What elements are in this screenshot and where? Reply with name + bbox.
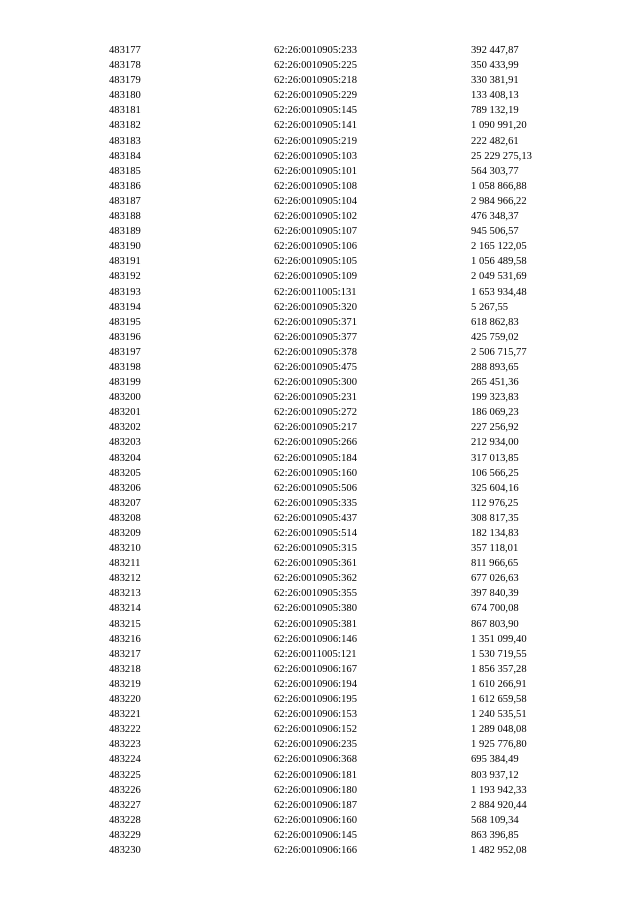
- cadastral-value-cell: 227 256,92: [471, 422, 519, 434]
- record-number-cell: 483228: [109, 814, 141, 826]
- record-number-cell: 483182: [109, 120, 141, 132]
- cadastral-number-cell: 62:26:0010905:107: [274, 226, 357, 238]
- cadastral-number-cell: 62:26:0010905:272: [274, 407, 357, 419]
- cadastral-number-cell: 62:26:0010906:194: [274, 678, 357, 690]
- table-row: [109, 722, 561, 737]
- cadastral-number-cell: 62:26:0010905:218: [274, 75, 357, 87]
- record-number-cell: 483213: [109, 588, 141, 600]
- record-number-cell: 483212: [109, 573, 141, 585]
- table-row: [109, 601, 561, 616]
- cadastral-value-cell: 476 348,37: [471, 211, 519, 223]
- cadastral-number-cell: 62:26:0010905:300: [274, 377, 357, 389]
- cadastral-value-cell: 186 069,23: [471, 407, 519, 419]
- table-row: [109, 617, 561, 632]
- record-number-cell: 483179: [109, 75, 141, 87]
- record-number-cell: 483220: [109, 694, 141, 706]
- cadastral-value-cell: 222 482,61: [471, 135, 519, 147]
- cadastral-value-cell: 1 240 535,51: [471, 709, 527, 721]
- table-row: [109, 164, 561, 179]
- cadastral-number-cell: 62:26:0010905:101: [274, 165, 357, 177]
- table-row: [109, 828, 561, 843]
- table-row: [109, 405, 561, 420]
- cadastral-value-cell: 425 759,02: [471, 331, 519, 343]
- cadastral-value-cell: 789 132,19: [471, 105, 519, 117]
- record-number-cell: 483200: [109, 392, 141, 404]
- record-number-cell: 483198: [109, 361, 141, 373]
- cadastral-number-cell: 62:26:0010905:437: [274, 512, 357, 524]
- cadastral-value-cell: 133 408,13: [471, 90, 519, 102]
- table-row: [109, 692, 561, 707]
- cadastral-number-cell: 62:26:0011005:131: [274, 286, 357, 298]
- cadastral-number-cell: 62:26:0010905:103: [274, 150, 357, 162]
- record-number-cell: 483187: [109, 195, 141, 207]
- cadastral-value-cell: 1 193 942,33: [471, 784, 527, 796]
- cadastral-number-cell: 62:26:0010906:145: [274, 829, 357, 841]
- cadastral-number-cell: 62:26:0010905:266: [274, 437, 357, 449]
- cadastral-number-cell: 62:26:0010906:167: [274, 663, 357, 675]
- table-row: [109, 254, 561, 269]
- table-row: [109, 843, 561, 858]
- record-number-cell: 483209: [109, 528, 141, 539]
- record-number-cell: 483180: [109, 90, 141, 102]
- table-row: [109, 571, 561, 586]
- record-number-cell: 483216: [109, 633, 141, 645]
- cadastral-number-cell: 62:26:0010905:380: [274, 603, 357, 615]
- table-row: [109, 345, 561, 360]
- table-row: [109, 315, 561, 330]
- record-number-cell: 483210: [109, 543, 141, 555]
- cadastral-number-cell: 62:26:0010905:108: [274, 180, 357, 192]
- record-number-cell: 483219: [109, 678, 141, 690]
- table-row: [109, 511, 561, 526]
- table-row: [109, 707, 561, 722]
- table-row: [109, 798, 561, 813]
- record-number-cell: 483197: [109, 346, 141, 358]
- cadastral-number-cell: 62:26:0010906:180: [274, 784, 357, 796]
- record-number-cell: 483185: [109, 165, 141, 177]
- cadastral-value-cell: 317 013,85: [471, 452, 519, 464]
- record-number-cell: 483217: [109, 648, 141, 660]
- cadastral-number-cell: 62:26:0010906:235: [274, 739, 357, 751]
- record-number-cell: 483199: [109, 377, 141, 389]
- table-row: [109, 360, 561, 375]
- cadastral-value-cell: 695 384,49: [471, 754, 519, 766]
- cadastral-number-cell: 62:26:0010905:377: [274, 331, 357, 343]
- record-number-cell: 483207: [109, 497, 141, 509]
- table-row: [109, 43, 561, 58]
- table-row: [109, 737, 561, 752]
- cadastral-value-cell: 677 026,63: [471, 573, 519, 585]
- record-number-cell: 483230: [109, 844, 141, 856]
- cadastral-value-cell: 325 604,16: [471, 482, 519, 494]
- cadastral-value-cell: 392 447,87: [471, 45, 519, 56]
- cadastral-number-cell: 62:26:0010906:187: [274, 799, 357, 811]
- table-row: [109, 239, 561, 254]
- table-row: [109, 647, 561, 662]
- record-number-cell: 483189: [109, 226, 141, 238]
- cadastral-number-cell: 62:26:0010905:378: [274, 346, 357, 358]
- cadastral-number-cell: 62:26:0010905:475: [274, 361, 357, 373]
- cadastral-value-cell: 265 451,36: [471, 377, 519, 389]
- cadastral-value-cell: 945 506,57: [471, 226, 519, 238]
- cadastral-value-cell: 1 653 934,48: [471, 286, 527, 298]
- cadastral-value-cell: 2 884 920,44: [471, 799, 527, 811]
- cadastral-number-cell: 62:26:0010905:141: [274, 120, 357, 132]
- cadastral-value-cell: 397 840,39: [471, 588, 519, 600]
- table-row: [109, 88, 561, 103]
- cadastral-number-cell: 62:26:0010905:506: [274, 482, 357, 494]
- table-row: [109, 179, 561, 194]
- cadastral-number-cell: 62:26:0010905:104: [274, 195, 357, 207]
- table-row: [109, 556, 561, 571]
- table-row: [109, 813, 561, 828]
- cadastral-value-cell: 2 165 122,05: [471, 241, 527, 253]
- table-row: [109, 586, 561, 601]
- cadastral-number-cell: 62:26:0011005:121: [274, 648, 357, 660]
- cadastral-value-cell: 1 856 357,28: [471, 663, 527, 675]
- record-number-cell: 483186: [109, 180, 141, 192]
- table-row: [109, 194, 561, 209]
- cadastral-value-cell: 564 303,77: [471, 165, 519, 177]
- record-number-cell: 483214: [109, 603, 141, 615]
- table-row: [109, 632, 561, 647]
- cadastral-value-cell: 357 118,01: [471, 543, 519, 555]
- cadastral-value-cell: 5 267,55: [471, 301, 509, 313]
- table-row: [109, 677, 561, 692]
- table-row: [109, 285, 561, 300]
- record-number-cell: 483194: [109, 301, 141, 313]
- cadastral-value-cell: 674 700,08: [471, 603, 519, 615]
- table-row: [109, 269, 561, 284]
- cadastral-number-cell: 62:26:0010906:152: [274, 724, 357, 736]
- record-number-cell: 483203: [109, 437, 141, 449]
- record-number-cell: 483178: [109, 60, 141, 72]
- table-row: [109, 224, 561, 239]
- table-row: [109, 390, 561, 405]
- cadastral-number-cell: 62:26:0010905:361: [274, 558, 357, 570]
- cadastral-number-cell: 62:26:0010906:153: [274, 709, 357, 721]
- cadastral-value-cell: 863 396,85: [471, 829, 519, 841]
- cadastral-value-cell: 1 090 991,20: [471, 120, 527, 132]
- cadastral-value-cell: 25 229 275,13: [471, 150, 532, 162]
- cadastral-value-cell: 288 893,65: [471, 361, 519, 373]
- table-row: [109, 466, 561, 481]
- table-row: [109, 149, 561, 164]
- table-row: [109, 768, 561, 783]
- cadastral-value-cell: 1 610 266,91: [471, 678, 527, 690]
- record-number-cell: 483227: [109, 799, 141, 811]
- record-number-cell: 483211: [109, 558, 141, 570]
- cadastral-number-cell: 62:26:0010905:355: [274, 588, 357, 600]
- cadastral-number-cell: 62:26:0010905:106: [274, 241, 357, 253]
- cadastral-number-cell: 62:26:0010905:371: [274, 316, 357, 328]
- cadastral-number-cell: 62:26:0010905:225: [274, 60, 357, 72]
- cadastral-value-cell: 2 506 715,77: [471, 346, 527, 358]
- table-row: [109, 375, 561, 390]
- record-number-cell: 483224: [109, 754, 141, 766]
- table-row: [109, 420, 561, 435]
- table-row: [109, 209, 561, 224]
- table-row: [109, 526, 561, 541]
- cadastral-value-cell: 212 934,00: [471, 437, 519, 449]
- record-number-cell: 483206: [109, 482, 141, 494]
- record-number-cell: 483188: [109, 211, 141, 223]
- table-row: [109, 541, 561, 556]
- cadastral-number-cell: 62:26:0010906:368: [274, 754, 357, 766]
- cadastral-number-cell: 62:26:0010906:181: [274, 769, 357, 781]
- cadastral-value-cell: 1 289 048,08: [471, 724, 527, 736]
- cadastral-value-cell: 1 058 866,88: [471, 180, 527, 192]
- cadastral-number-cell: 62:26:0010905:514: [274, 528, 357, 539]
- cadastral-number-cell: 62:26:0010905:145: [274, 105, 357, 117]
- record-number-cell: 483221: [109, 709, 141, 721]
- cadastral-number-cell: 62:26:0010906:146: [274, 633, 357, 645]
- record-number-cell: 483177: [109, 45, 141, 56]
- record-number-cell: 483229: [109, 829, 141, 841]
- record-number-cell: 483191: [109, 256, 141, 268]
- cadastral-value-cell: 330 381,91: [471, 75, 519, 87]
- table-row: [109, 300, 561, 315]
- table-row: [109, 118, 561, 133]
- record-number-cell: 483226: [109, 784, 141, 796]
- table-row: [109, 134, 561, 149]
- table-row: [109, 73, 561, 88]
- cadastral-number-cell: 62:26:0010905:381: [274, 618, 357, 630]
- cadastral-value-cell: 1 056 489,58: [471, 256, 527, 268]
- table-row: [109, 330, 561, 345]
- cadastral-number-cell: 62:26:0010906:160: [274, 814, 357, 826]
- table-row: [109, 451, 561, 466]
- record-number-cell: 483183: [109, 135, 141, 147]
- record-number-cell: 483193: [109, 286, 141, 298]
- cadastral-number-cell: 62:26:0010905:229: [274, 90, 357, 102]
- table-row: [109, 752, 561, 767]
- cadastral-number-cell: 62:26:0010905:320: [274, 301, 357, 313]
- cadastral-number-cell: 62:26:0010905:184: [274, 452, 357, 464]
- records-table: [109, 43, 561, 858]
- record-number-cell: 483201: [109, 407, 141, 419]
- record-number-cell: 483195: [109, 316, 141, 328]
- record-number-cell: 483181: [109, 105, 141, 117]
- table-row: [109, 103, 561, 118]
- record-number-cell: 483184: [109, 150, 141, 162]
- cadastral-value-cell: 106 566,25: [471, 467, 519, 479]
- cadastral-value-cell: 1 482 952,08: [471, 844, 527, 856]
- cadastral-value-cell: 2 049 531,69: [471, 271, 527, 283]
- record-number-cell: 483225: [109, 769, 141, 781]
- cadastral-value-cell: 1 351 099,40: [471, 633, 527, 645]
- cadastral-value-cell: 308 817,35: [471, 512, 519, 524]
- cadastral-value-cell: 199 323,83: [471, 392, 519, 404]
- cadastral-number-cell: 62:26:0010906:195: [274, 694, 357, 706]
- cadastral-number-cell: 62:26:0010905:109: [274, 271, 357, 283]
- record-number-cell: 483190: [109, 241, 141, 253]
- record-number-cell: 483204: [109, 452, 141, 464]
- record-number-cell: 483196: [109, 331, 141, 343]
- cadastral-value-cell: 811 966,65: [471, 558, 519, 570]
- cadastral-number-cell: 62:26:0010906:166: [274, 844, 357, 856]
- record-number-cell: 483208: [109, 512, 141, 524]
- cadastral-value-cell: 182 134,83: [471, 528, 519, 539]
- cadastral-number-cell: 62:26:0010905:335: [274, 497, 357, 509]
- cadastral-value-cell: 350 433,99: [471, 60, 519, 72]
- cadastral-number-cell: 62:26:0010905:217: [274, 422, 357, 434]
- cadastral-value-cell: 1 925 776,80: [471, 739, 527, 751]
- cadastral-number-cell: 62:26:0010905:233: [274, 45, 357, 56]
- cadastral-value-cell: 1 530 719,55: [471, 648, 527, 660]
- cadastral-number-cell: 62:26:0010905:105: [274, 256, 357, 268]
- cadastral-value-cell: 1 612 659,58: [471, 694, 527, 706]
- table-row: [109, 662, 561, 677]
- table-row: [109, 496, 561, 511]
- cadastral-number-cell: 62:26:0010905:102: [274, 211, 357, 223]
- record-number-cell: 483223: [109, 739, 141, 751]
- record-number-cell: 483205: [109, 467, 141, 479]
- table-row: [109, 58, 561, 73]
- cadastral-value-cell: 112 976,25: [471, 497, 519, 509]
- record-number-cell: 483222: [109, 724, 141, 736]
- cadastral-value-cell: 618 862,83: [471, 316, 519, 328]
- cadastral-value-cell: 867 803,90: [471, 618, 519, 630]
- table-row: [109, 783, 561, 798]
- table-row: [109, 481, 561, 496]
- record-number-cell: 483218: [109, 663, 141, 675]
- cadastral-value-cell: 803 937,12: [471, 769, 519, 781]
- record-number-cell: 483202: [109, 422, 141, 434]
- cadastral-number-cell: 62:26:0010905:231: [274, 392, 357, 404]
- cadastral-number-cell: 62:26:0010905:219: [274, 135, 357, 147]
- cadastral-value-cell: 2 984 966,22: [471, 195, 527, 207]
- cadastral-value-cell: 568 109,34: [471, 814, 519, 826]
- cadastral-number-cell: 62:26:0010905:362: [274, 573, 357, 585]
- table-row: [109, 435, 561, 450]
- records-table-body: [109, 43, 561, 858]
- cadastral-number-cell: 62:26:0010905:160: [274, 467, 357, 479]
- record-number-cell: 483215: [109, 618, 141, 630]
- record-number-cell: 483192: [109, 271, 141, 283]
- cadastral-number-cell: 62:26:0010905:315: [274, 543, 357, 555]
